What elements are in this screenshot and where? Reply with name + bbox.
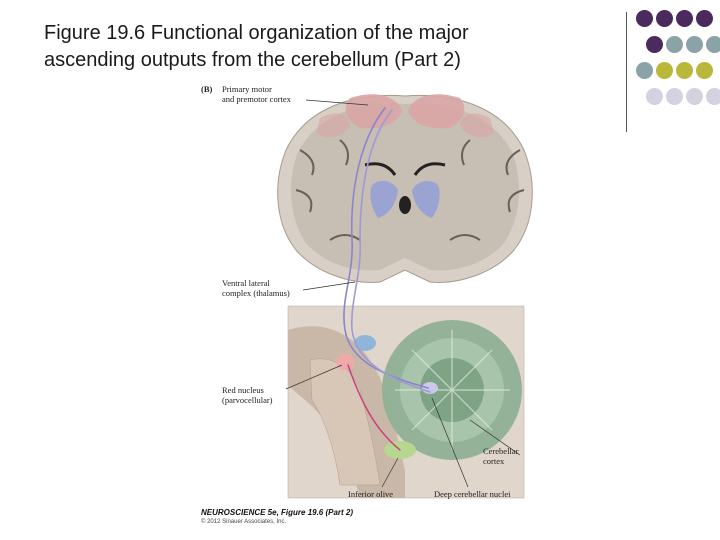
label-ventral-lateral-1: Ventral lateral bbox=[222, 278, 270, 288]
sagittal-brainstem-cerebellum bbox=[288, 306, 524, 498]
label-primary-motor-1: Primary motor bbox=[222, 84, 272, 94]
coronal-brain-section bbox=[278, 94, 533, 282]
label-cerebellar-cortex-2: cortex bbox=[483, 456, 505, 466]
label-deep-cerebellar-nuclei: Deep cerebellar nuclei bbox=[434, 489, 511, 499]
title-line-2: ascending outputs from the cerebellum (Part 2) bbox=[44, 49, 461, 71]
label-inferior-olive: Inferior olive bbox=[348, 489, 394, 499]
figure-copyright: © 2012 Sinauer Associates, Inc. bbox=[201, 519, 287, 525]
label-red-nucleus-2: (parvocellular) bbox=[222, 395, 273, 405]
label-red-nucleus-1: Red nucleus bbox=[222, 385, 264, 395]
panel-label: (B) bbox=[201, 84, 213, 94]
label-ventral-lateral-2: complex (thalamus) bbox=[222, 288, 290, 298]
figure-credit: NEUROSCIENCE 5e, Figure 19.6 (Part 2) bbox=[201, 508, 354, 517]
label-primary-motor-2: and premotor cortex bbox=[222, 94, 291, 104]
title-line-1: Figure 19.6 Functional organization of the major bbox=[44, 22, 469, 44]
label-cerebellar-cortex-1: Cerebellar bbox=[483, 446, 519, 456]
